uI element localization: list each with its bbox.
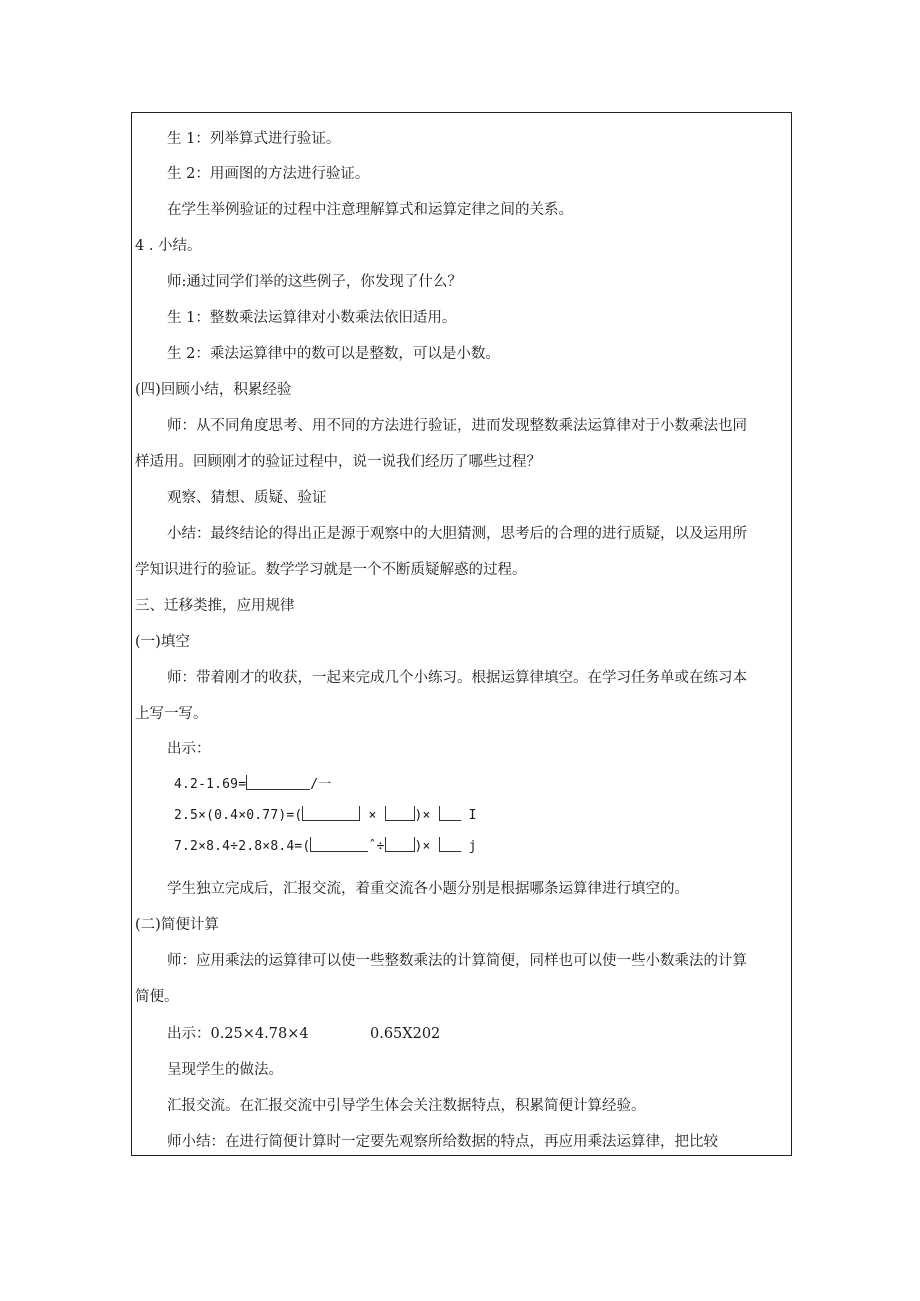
equation-2-end: I	[468, 808, 477, 823]
equation-1	[174, 775, 331, 794]
equation-3-blank-1[interactable]	[310, 837, 368, 852]
student-1-answer: 生 1：列举算式进行验证。	[167, 131, 341, 147]
equation-3-end: j	[468, 839, 477, 854]
simple-calc-heading: (二)简便计算	[135, 917, 219, 933]
section-4-heading: (四)回顾小结，积累经验	[135, 382, 292, 398]
equation-3-left: 7.2×8.4÷2.8×8.4=(	[174, 839, 311, 854]
equation-3-blank-3[interactable]	[439, 837, 461, 852]
equation-2-mid: )×	[414, 808, 431, 823]
equation-2-blank-2[interactable]	[385, 806, 415, 821]
show-label: 出示：	[167, 741, 211, 757]
teacher-explain-line-1: 师：应用乘法的运算律可以使一些整数乘法的计算简便，同样也可以使一些小数乘法的计算	[167, 953, 747, 969]
show-problem-1: 出示：0.25×4.78×4	[167, 1026, 309, 1042]
present-student-method: 呈现学生的做法。	[167, 1062, 283, 1078]
equation-3-mid: )×	[414, 839, 431, 854]
equation-2-left: 2.5×(0.4×0.77)=(	[174, 808, 303, 823]
equation-2-op: ×	[368, 808, 377, 823]
equation-3	[174, 837, 477, 856]
teacher-instruction-line-2: 上写一写。	[135, 706, 208, 722]
summary-line-1: 小结：最终结论的得出正是源于观察中的大胆猜测，思考后的合理的进行质疑，以及运用所	[167, 526, 747, 542]
equation-2	[174, 806, 477, 825]
process-steps: 观察、猜想、质疑、验证	[167, 490, 327, 506]
part-3-heading: 三、迁移类推，应用规律	[135, 598, 295, 614]
student-1-finding: 生 1：整数乘法运算律对小数乘法依旧适用。	[167, 310, 457, 326]
equation-2-blank-3[interactable]	[439, 806, 461, 821]
teacher-summary: 师小结：在进行简便计算时一定要先观察所给数据的特点，再应用乘法运算律，把比较	[167, 1134, 718, 1150]
teacher-question: 师:通过同学们举的这些例子，你发现了什么？	[167, 274, 462, 290]
fill-blank-heading: (一)填空	[135, 634, 190, 650]
student-2-answer: 生 2：用画图的方法进行验证。	[167, 166, 370, 182]
equation-1-left: 4.2-1.69=	[174, 777, 247, 792]
summary-line-2: 学知识进行的验证。数学学习就是一个不断质疑解惑的过程。	[135, 562, 527, 578]
teacher-review-line-2: 样适用。回顾刚才的验证过程中，说一说我们经历了哪些过程？	[135, 454, 541, 470]
report-exchange: 汇报交流。在汇报交流中引导学生体会关注数据特点，积累简便计算经验。	[167, 1098, 646, 1114]
teacher-explain-line-2: 简便。	[135, 989, 179, 1005]
section-summary-heading: 4 . 小结。	[135, 238, 202, 254]
equation-3-blank-2[interactable]	[385, 837, 415, 852]
lesson-table-cell	[131, 112, 792, 1156]
student-report: 学生独立完成后，汇报交流，着重交流各小题分别是根据哪条运算律进行填空的。	[167, 881, 689, 897]
equation-2-blank-1[interactable]	[302, 806, 360, 821]
equation-1-blank[interactable]	[246, 775, 310, 790]
teacher-review-line-1: 师：从不同角度思考、用不同的方法进行验证，进而发现整数乘法运算律对于小数乘法也同	[167, 418, 747, 434]
show-problem-2: 0.65X202	[370, 1026, 441, 1042]
equation-3-op: ˆ÷	[368, 839, 385, 854]
equation-1-end: /一	[310, 777, 332, 792]
student-2-finding: 生 2：乘法运算律中的数可以是整数，可以是小数。	[167, 346, 500, 362]
teacher-instruction-line-1: 师：带着刚才的收获，一起来完成几个小练习。根据运算律填空。在学习任务单或在练习本	[167, 670, 747, 686]
teacher-note: 在学生举例验证的过程中注意理解算式和运算定律之间的关系。	[167, 202, 573, 218]
